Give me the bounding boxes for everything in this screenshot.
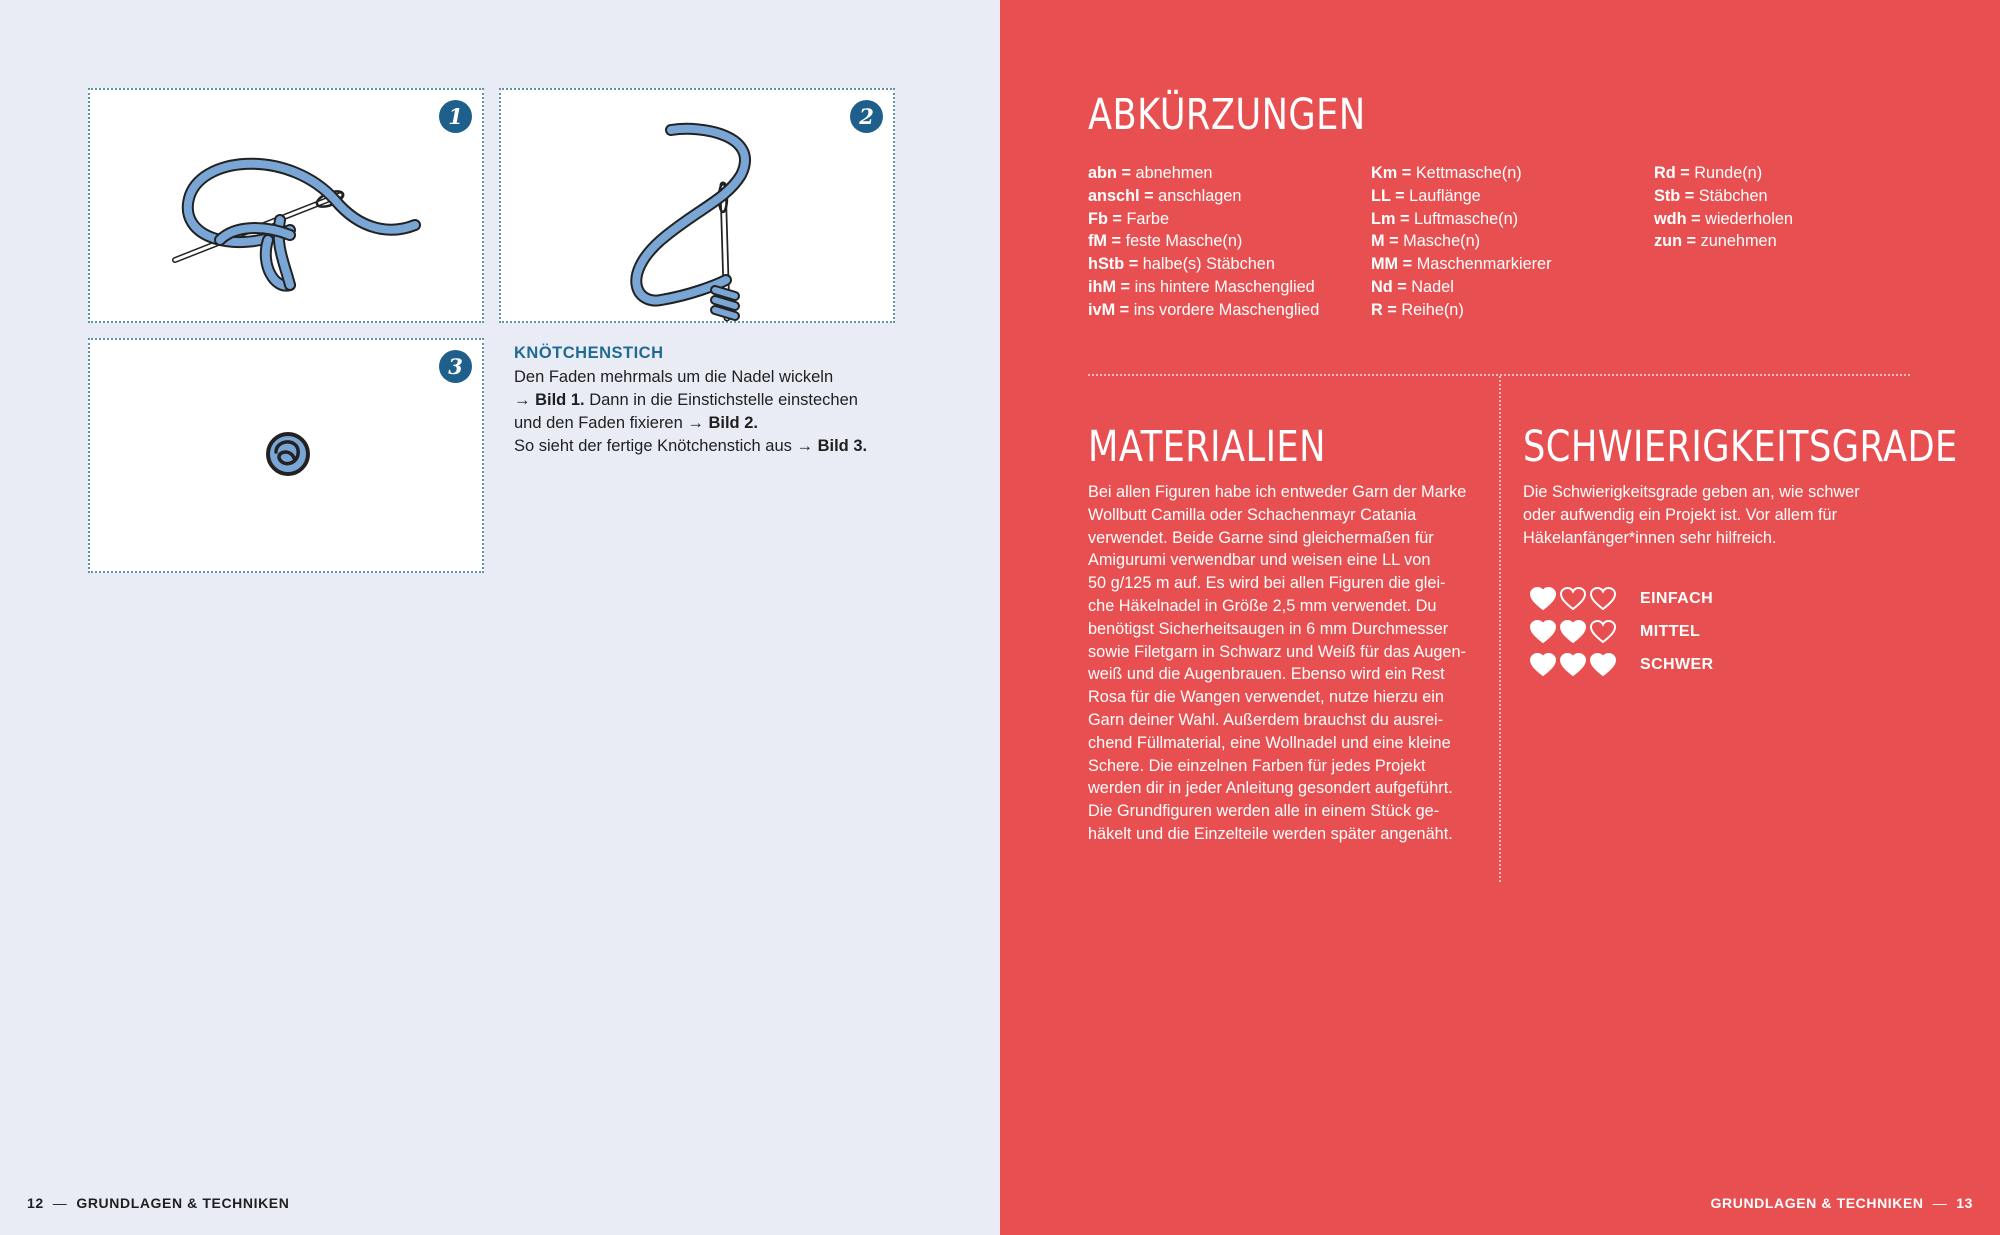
abbreviations-column-1 [1088, 162, 1319, 322]
materials-text: Bei allen Figuren habe ich entweder Garn der Marke Wollbutt Camilla oder Schachenmayr Catania verwendet. Beide Garne sind gleichermaßen für Amigurumi verwendbar und weisen eine LL von 50 g/125 m auf. Es wird bei allen Figuren die glei- che Häkelnadel in Größe 2,5 mm verwendet. Du benötigst Sicherheitsaugen in 6 mm Durchmesser sowie Filetgarn in Schwarz und Weiß für das Augen- weiß und die Augenbrauen. Ebenso wird ein Rest Rosa für die Wangen verwendet, nutze hierzu ein Garn deiner Wahl. Außerdem brauchst du ausrei- chend Füllmaterial, eine Wollnadel und eine kleine Schere. Die einzelnen Farben für jedes Projekt werden dir in jeder Anleitung gesondert aufgeführt. Die Grundfiguren werden alle in einem Stück ge- häkelt und die Einzelteile werden später angenäht. [1088, 483, 1467, 843]
page-footer-right [1711, 1195, 1973, 1211]
heart-outline-icon [1560, 587, 1586, 611]
level-label: EINFACH [1640, 590, 1714, 607]
abbr-entry: Nd = Nadel [1371, 277, 1454, 296]
abbreviations-column-2 [1371, 162, 1552, 322]
abbreviations-column-3 [1654, 162, 1793, 253]
abbr-entry: Rd = Runde(n) [1654, 164, 1763, 182]
abbr-entry: R = Reihe(n) [1371, 300, 1464, 319]
step-number-badge: 1 [439, 100, 472, 133]
section-divider-vertical [1499, 376, 1501, 882]
yarn-needle-wrap-illustration [90, 90, 486, 325]
abbr-entry: zun = zunehmen [1654, 232, 1777, 251]
abbr-entry: ivM = ins vordere Maschenglied [1088, 300, 1320, 319]
difficulty-level-hard [1530, 650, 1714, 680]
footer-separator: — [1932, 1195, 1948, 1211]
stitch-title: KNÖTCHENSTICH [514, 344, 664, 362]
page-footer-left [27, 1195, 289, 1211]
abbr-entry: fM = feste Masche(n) [1088, 232, 1243, 251]
illustration-panel-1 [88, 88, 484, 323]
level-label: SCHWER [1640, 656, 1714, 673]
heart-outline-icon [1590, 620, 1616, 644]
difficulty-text: Die Schwierigkeitsgrade geben an, wie schwer oder aufwendig ein Projekt ist. Vor allem für Häkelanfänger*innen sehr hilfreich. [1523, 483, 1860, 547]
heart-filled-icon [1560, 620, 1586, 644]
abbr-entry: abn = abnehmen [1088, 164, 1213, 182]
difficulty-level-easy [1530, 584, 1713, 614]
abbreviations-heading: ABKÜRZUNGEN [1088, 90, 1366, 140]
section-name: GRUNDLAGEN & TECHNIKEN [1710, 1195, 1924, 1211]
abbr-entry: Lm = Luftmasche(n) [1371, 209, 1519, 228]
section-name: GRUNDLAGEN & TECHNIKEN [76, 1195, 290, 1211]
abbr-entry: M = Masche(n) [1371, 232, 1481, 251]
abbr-entry: Km = Kettmasche(n) [1371, 164, 1522, 182]
heart-filled-icon [1530, 653, 1556, 677]
heart-outline-icon [1590, 587, 1616, 611]
yarn-needle-insert-illustration [501, 90, 897, 325]
instruction-line: → Bild 1. Dann in die Einstichstelle einstechen [514, 391, 858, 409]
level-label: MITTEL [1640, 623, 1701, 640]
right-page [1000, 0, 2000, 1235]
step-number-badge: 3 [439, 350, 472, 383]
heart-rating [1530, 587, 1640, 611]
page-number: 13 [1956, 1195, 1973, 1211]
heart-filled-icon [1530, 587, 1556, 611]
heart-rating [1530, 620, 1640, 644]
abbr-entry: anschl = anschlagen [1088, 186, 1242, 205]
abbr-entry: MM = Maschenmarkierer [1371, 255, 1552, 274]
page-number: 12 [27, 1195, 44, 1211]
abbr-entry: wdh = wiederholen [1654, 209, 1793, 228]
heart-filled-icon [1590, 653, 1616, 677]
heart-rating [1530, 653, 1640, 677]
heart-filled-icon [1530, 620, 1556, 644]
stitch-instructions [514, 366, 904, 458]
illustration-panel-2 [499, 88, 895, 323]
instruction-line: und den Faden fixieren → Bild 2. [514, 414, 758, 432]
instruction-line: So sieht der fertige Knötchenstich aus → Bild 3. [514, 437, 868, 455]
materials-heading: MATERIALIEN [1088, 422, 1326, 472]
illustration-panel-3 [88, 338, 484, 573]
instruction-line: Den Faden mehrmals um die Nadel wickeln [514, 368, 834, 386]
heart-filled-icon [1560, 653, 1586, 677]
footer-separator: — [52, 1195, 68, 1211]
finished-knot-illustration [90, 340, 486, 575]
difficulty-heading: SCHWIERIGKEITSGRADE [1523, 422, 1958, 472]
abbr-entry: Stb = Stäbchen [1654, 186, 1768, 205]
step-number-badge: 2 [850, 100, 883, 133]
difficulty-level-medium [1530, 617, 1700, 647]
abbr-entry: hStb = halbe(s) Stäbchen [1088, 255, 1275, 274]
abbr-entry: ihM = ins hintere Maschenglied [1088, 277, 1315, 296]
abbr-entry: Fb = Farbe [1088, 209, 1170, 228]
abbr-entry: LL = Lauflänge [1371, 186, 1481, 205]
